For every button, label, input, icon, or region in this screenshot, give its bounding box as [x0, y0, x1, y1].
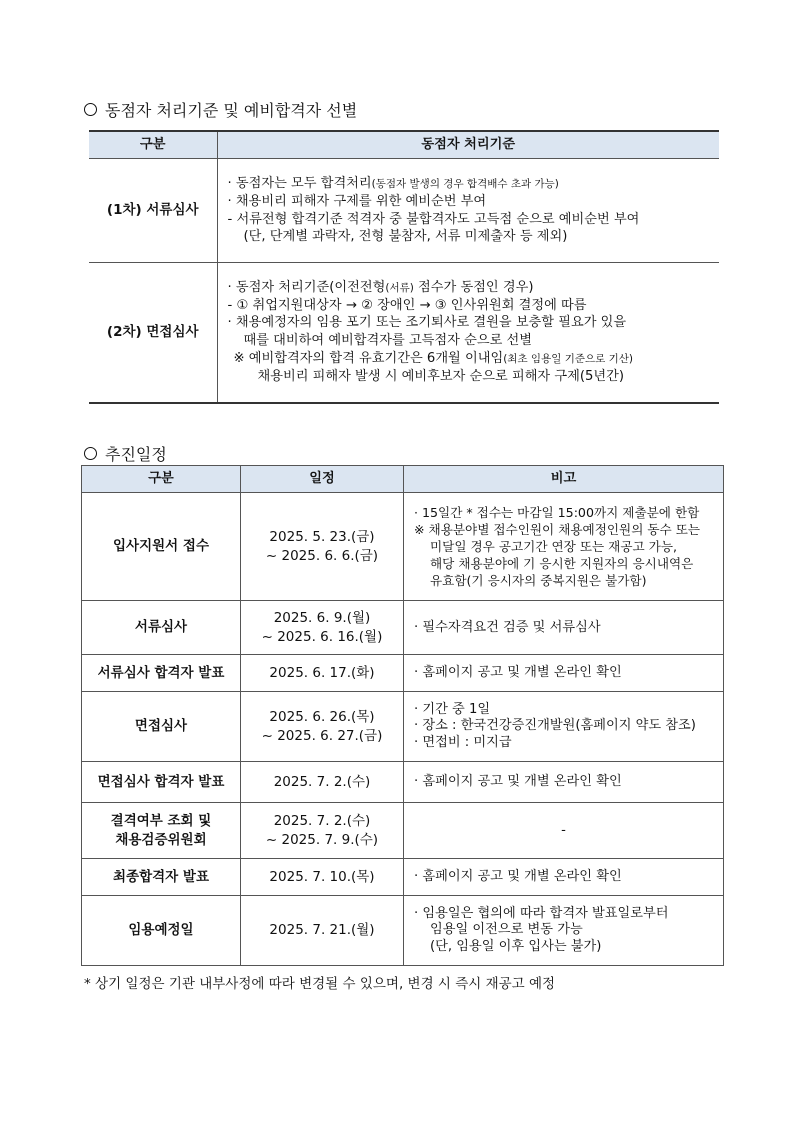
- rule-line: (단, 단계별 과락자, 전형 불참자, 서류 미제출자 등 제외): [243, 229, 568, 245]
- row-date: 2025. 7. 2.(수) ~ 2025. 7. 9.(수): [241, 803, 404, 859]
- table-row: [89, 263, 719, 403]
- row-rules: [217, 263, 719, 403]
- table-row: [89, 159, 719, 263]
- header-rule: 동점자 처리기준: [217, 131, 719, 159]
- section2-heading: [84, 442, 167, 465]
- header-category: 구분: [89, 131, 217, 159]
- row-category: 임용예정일: [82, 896, 241, 966]
- header-note: 비고: [404, 466, 724, 493]
- footnote: * 상기 일정은 기관 내부사정에 따라 변경될 수 있으며, 변경 시 즉시 재공고 예정: [84, 976, 556, 992]
- row-date: 2025. 5. 23.(금) ~ 2025. 6. 6.(금): [241, 493, 404, 601]
- section2-title: 추진일정: [105, 445, 167, 464]
- row-category: 면접심사 합격자 발표: [82, 762, 241, 803]
- table-row: [82, 692, 724, 762]
- row-category: (1차) 서류심사: [89, 159, 217, 263]
- row-category: 결격여부 조회 및 채용검증위원회: [82, 803, 241, 859]
- row-date: 2025. 7. 2.(수): [241, 762, 404, 803]
- table-row: [82, 493, 724, 601]
- row-category: 면접심사: [82, 692, 241, 762]
- rule-line: 채용비리 피해자 발생 시 예비후보자 순으로 피해자 구제(5년간): [257, 368, 624, 384]
- schedule-table: [81, 465, 724, 966]
- row-notes: · 필수자격요건 검증 및 서류심사: [404, 601, 724, 655]
- rule-line: · 동점자는 모두 합격처리(동점자 발생의 경우 합격배수 초과 가능): [227, 175, 559, 191]
- row-date: 2025. 7. 10.(목): [241, 859, 404, 896]
- row-notes: -: [404, 803, 724, 859]
- header-date: 일정: [241, 466, 404, 493]
- row-notes: · 기간 중 1일 · 장소 : 한국건강증진개발원(홈페이지 약도 참조) · 면접비 : 미지급: [404, 692, 724, 762]
- table-row: [82, 803, 724, 859]
- section1-heading: [84, 98, 357, 121]
- header-category: 구분: [82, 466, 241, 493]
- table-row: [82, 762, 724, 803]
- tie-rule-table: [89, 130, 719, 404]
- row-notes: · 홈페이지 공고 및 개별 온라인 확인: [404, 859, 724, 896]
- row-rules: [217, 159, 719, 263]
- row-category: 서류심사 합격자 발표: [82, 655, 241, 692]
- table-row: [82, 859, 724, 896]
- table-row: [82, 896, 724, 966]
- table-row: [82, 655, 724, 692]
- row-category: 최종합격자 발표: [82, 859, 241, 896]
- table-header-row: [89, 131, 719, 159]
- rule-line: · 동점자 처리기준(이전전형(서류) 점수가 동점인 경우): [227, 279, 534, 295]
- circle-bullet-icon: [84, 447, 97, 460]
- row-notes: · 15일간 * 접수는 마감일 15:00까지 제출분에 한함 ※ 채용분야별 접수인원이 채용예정인원의 동수 또는 미달일 경우 공고기간 연장 또는 재공고 가능, 해당 채용분야에 기 응시한 지원자의 응시내역은 유효함(기 응시자의 중복지원은 불가함): [404, 493, 724, 601]
- rule-line: · 채용예정자의 임용 포기 또는 조기퇴사로 결원을 보충할 필요가 있을: [227, 315, 627, 331]
- row-category: 서류심사: [82, 601, 241, 655]
- row-notes: · 홈페이지 공고 및 개별 온라인 확인: [404, 762, 724, 803]
- section1-title: 동점자 처리기준 및 예비합격자 선별: [105, 101, 358, 120]
- table-row: [82, 601, 724, 655]
- row-date: 2025. 6. 26.(목) ~ 2025. 6. 27.(금): [241, 692, 404, 762]
- row-category: (2차) 면접심사: [89, 263, 217, 403]
- row-date: 2025. 6. 9.(월) ~ 2025. 6. 16.(월): [241, 601, 404, 655]
- row-category: 입사지원서 접수: [82, 493, 241, 601]
- rule-line: - 서류전형 합격기준 적격자 중 불합격자도 고득점 순으로 예비순번 부여: [227, 211, 640, 227]
- row-notes: · 임용일은 협의에 따라 합격자 발표일로부터 임용일 이전으로 변동 가능 (단, 임용일 이후 입사는 불가): [404, 896, 724, 966]
- table-header-row: [82, 466, 724, 493]
- circle-bullet-icon: [84, 103, 97, 116]
- row-date: 2025. 7. 21.(월): [241, 896, 404, 966]
- row-notes: · 홈페이지 공고 및 개별 온라인 확인: [404, 655, 724, 692]
- rule-line: 때를 대비하여 예비합격자를 고득점자 순으로 선별: [243, 333, 532, 349]
- rule-line: ※ 예비합격자의 합격 유효기간은 6개월 이내임(최초 임용일 기준으로 기산): [233, 351, 633, 367]
- rule-line: - ① 취업지원대상자 → ② 장애인 → ③ 인사위원회 결정에 따름: [227, 297, 587, 313]
- rule-line: · 채용비리 피해자 구제를 위한 예비순번 부여: [227, 193, 487, 209]
- row-date: 2025. 6. 17.(화): [241, 655, 404, 692]
